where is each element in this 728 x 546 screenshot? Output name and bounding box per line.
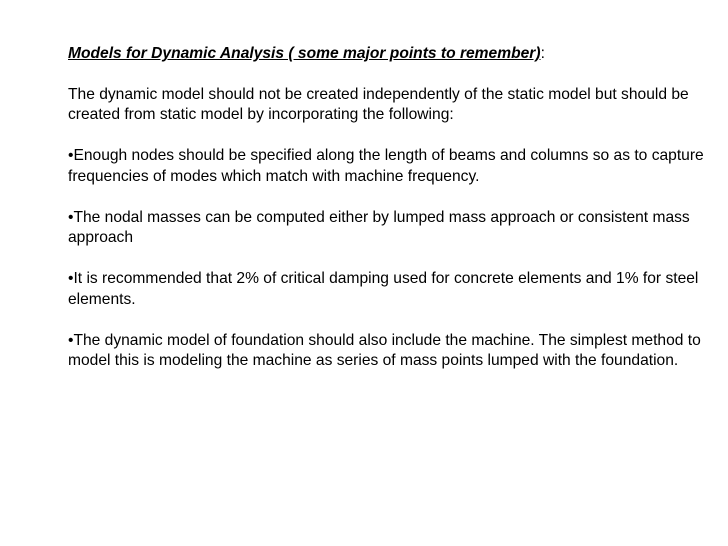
slide-heading [68,44,718,65]
bullet-point: •The dynamic model of foundation should also include the machine. The simplest method to model this is modeling the machine as series of mass points lumped with the foundation. [68,331,701,369]
slide-content [68,44,718,392]
heading-colon: : [540,45,545,62]
bullet-point: •The nodal masses can be computed either by lumped mass approach or consistent mass approach [68,208,690,246]
bullet-point: •It is recommended that 2% of critical damping used for concrete elements and 1% for steel elements. [68,270,699,308]
bullet-point: •Enough nodes should be specified along the length of beams and columns so as to capture frequencies of modes which match with machine frequency. [68,147,704,185]
heading-text: Models for Dynamic Analysis ( some major points to remember) [68,45,541,62]
intro-paragraph: The dynamic model should not be created independently of the static model but should be created from static model by incorporating the following: [68,85,689,123]
